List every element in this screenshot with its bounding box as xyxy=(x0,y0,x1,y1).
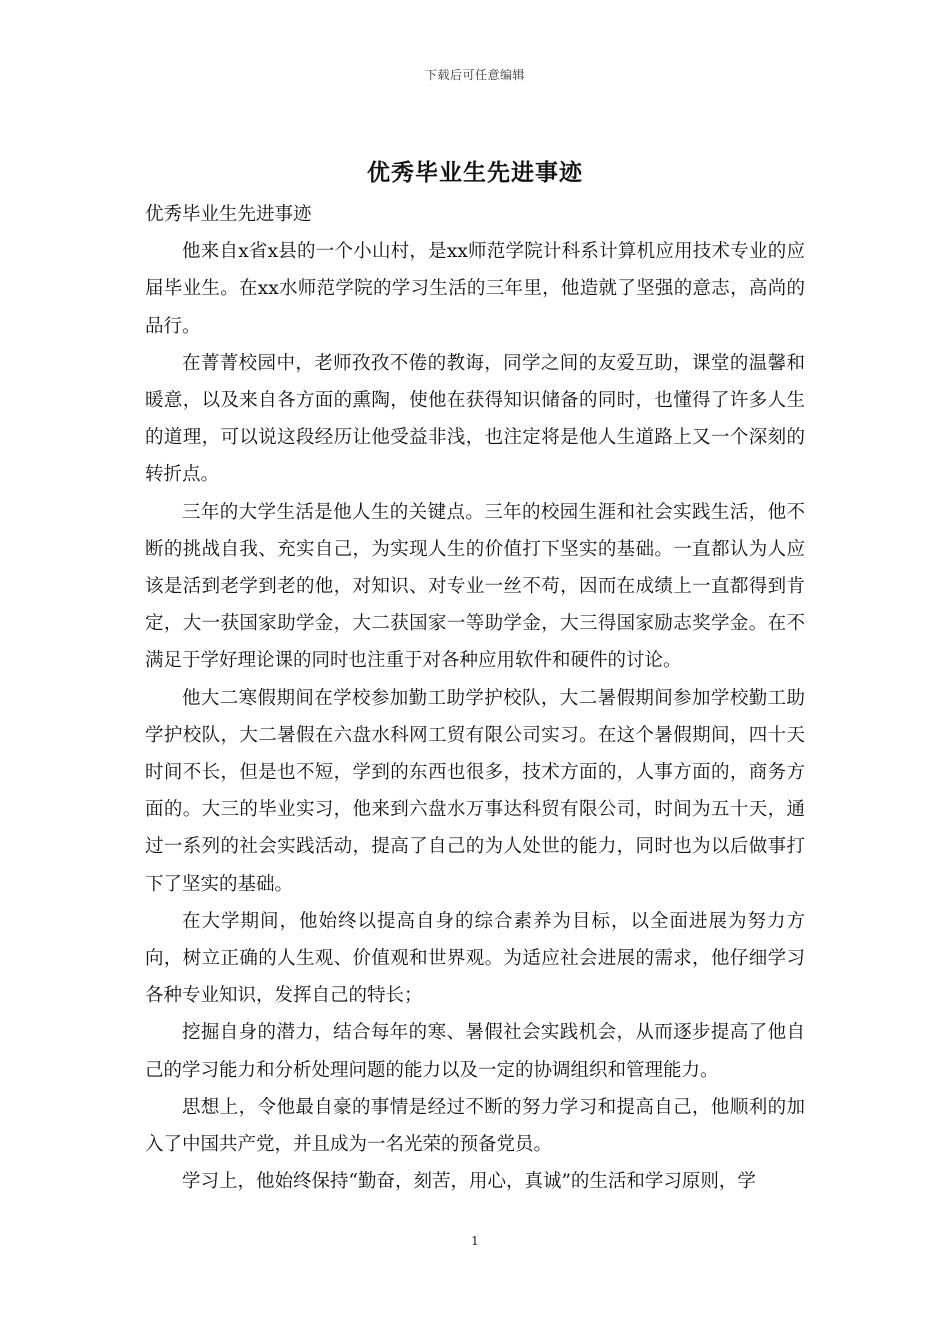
paragraph: 他来自x省x县的一个小山村，是xx师范学院计科系计算机应用技术专业的应届毕业生。在xx水师范学院的学习生活的三年里，他造就了坚强的意志，高尚的品行。 xyxy=(145,241,805,337)
paragraph: 在菁菁校园中，老师孜孜不倦的教诲，同学之间的友爱互助，课堂的温馨和暖意，以及来自各方面的熏陶，使他在获得知识储备的同时，也懂得了许多人生的道理，可以说这段经历让他受益非浅，也注定将是他人生道路上又一个深刻的转折点。 xyxy=(145,352,805,486)
document-title: 优秀毕业生先进事迹 xyxy=(367,159,583,186)
paragraph: 他大二寒假期间在学校参加勤工助学护校队，大二暑假期间参加学校勤工助学护校队，大二暑假在六盘水科网工贸有限公司实习。在这个暑假期间，四十天时间不长，但是也不短，学到的东西也很多，技术方面的，人事方面的，商务方面的。大三的毕业实习，他来到六盘水万事达科贸有限公司，时间为五十天，通过一系列的社会实践活动，提高了自己的为人处世的能力，同时也为以后做事打下了坚实的基础。 xyxy=(145,687,805,895)
document-body xyxy=(145,196,805,1200)
paragraph: 三年的大学生活是他人生的关键点。三年的校园生涯和社会实践生活，他不断的挑战自我、充实自己，为实现人生的价值打下坚实的基础。一直都认为人应该是活到老学到老的他，对知识、对专业一丝不苟，因而在成绩上一直都得到肯定，大一获国家助学金，大二获国家一等助学金，大三得国家励志奖学金。在不满足于学好理论课的同时也注重于对各种应用软件和硬件的讨论。 xyxy=(145,501,805,672)
paragraph: 在大学期间，他始终以提高自身的综合素养为目标，以全面进展为努力方向，树立正确的人生观、价值观和世界观。为适应社会进展的需求，他仔细学习各种专业知识，发挥自己的特长； xyxy=(145,910,805,1007)
document-subtitle: 优秀毕业生先进事迹 xyxy=(145,204,312,225)
paragraph: 学习上，他始终保持“勤奋，刻苦，用心，真诚”的生活和学习原则，学 xyxy=(182,1171,756,1193)
page-number: 1 xyxy=(471,1234,479,1248)
paragraph: 挖掘自身的潜力，结合每年的寒、暑假社会实践机会，从而逐步提高了他自己的学习能力和分析处理问题的能力以及一定的协调组织和管理能力。 xyxy=(145,1022,805,1081)
paragraph: 思想上，令他最自豪的事情是经过不断的努力学习和提高自己，他顺利的加入了中国共产党，并且成为一名光荣的预备党员。 xyxy=(145,1096,805,1156)
header-note: 下载后可任意编辑 xyxy=(424,68,525,82)
